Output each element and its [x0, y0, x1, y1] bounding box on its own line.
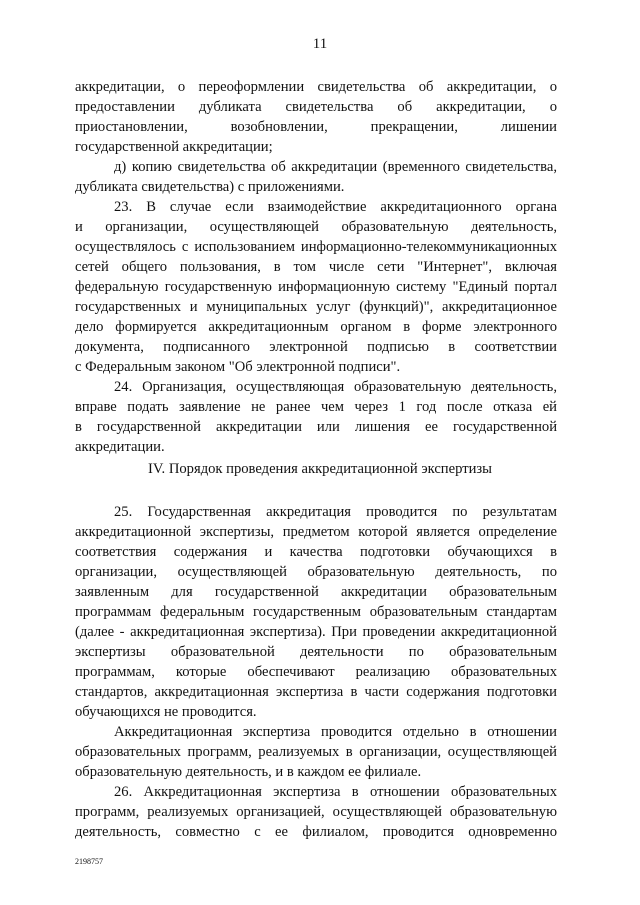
text-line: аккредитации. — [75, 439, 165, 455]
text-line: 24. Организация, осуществляющая образовательную деятельность, — [114, 379, 557, 395]
text-line: документа, подписанного электронной подписью в соответствии — [75, 339, 557, 355]
text-line: экспертизы образовательной деятельности по образовательным — [75, 644, 557, 660]
text-line: государственных и муниципальных услуг (функций)", аккредитационное — [75, 299, 557, 315]
text-line: федеральную государственную информационную систему "Единый портал — [75, 279, 557, 295]
page-number: 11 — [312, 36, 328, 52]
text-line: деятельность, совместно с ее филиалом, проводится одновременно — [75, 824, 557, 840]
text-line: заявленным для государственной аккредитации образовательным — [75, 584, 557, 600]
document-code: 2198757 — [75, 857, 103, 866]
text-line: Аккредитационная экспертиза проводится отдельно в отношении — [114, 724, 557, 740]
text-line: образовательных программ, реализуемых в организации, осуществляющей — [75, 744, 557, 760]
text-line: 26. Аккредитационная экспертиза в отношении образовательных — [114, 784, 557, 800]
text-line: 23. В случае если взаимодействие аккредитационного органа — [114, 199, 557, 215]
text-line: стандартов, аккредитационная экспертиза в части содержания подготовки — [75, 684, 557, 700]
text-line: 25. Государственная аккредитация проводится по результатам — [114, 504, 557, 520]
text-line: программам, которые обеспечивают реализацию образовательных — [75, 664, 557, 680]
text-line: приостановлении, возобновлении, прекращении, лишении — [75, 119, 557, 135]
text-line: программам федеральным государственным образовательным стандартам — [75, 604, 557, 620]
text-line: и организации, осуществляющей образовательную деятельность, — [75, 219, 557, 235]
section-heading: IV. Порядок проведения аккредитационной экспертизы — [148, 461, 492, 477]
text-line: с Федеральным законом "Об электронной подписи". — [75, 359, 401, 375]
text-line: сетей общего пользования, в том числе сети "Интернет", включая — [75, 259, 557, 275]
text-line: образовательную деятельность, и в каждом ее филиале. — [75, 764, 422, 780]
text-line: дубликата свидетельства) с приложениями. — [75, 179, 345, 195]
text-line: государственной аккредитации; — [75, 139, 273, 155]
text-line: д) копию свидетельства об аккредитации (временного свидетельства, — [114, 159, 557, 175]
text-line: предоставлении дубликата свидетельства об аккредитации, о — [75, 99, 557, 115]
text-line: аккредитационной экспертизы, предметом которой является определение — [75, 524, 557, 540]
text-line: в государственной аккредитации или лишения ее государственной — [75, 419, 557, 435]
text-line: программ, реализуемых организацией, осуществляющей образовательную — [75, 804, 557, 820]
text-line: дело формируется аккредитационным органом в форме электронного — [75, 319, 557, 335]
text-line: осуществлялось с использованием информационно-телекоммуникационных — [75, 239, 557, 255]
text-line: (далее - аккредитационная экспертиза). При проведении аккредитационной — [75, 624, 557, 640]
text-line: аккредитации, о переоформлении свидетельства об аккредитации, о — [75, 79, 557, 95]
text-line: организации, осуществляющей образовательную деятельность, по — [75, 564, 557, 580]
text-line: соответствия содержания и качества подготовки обучающихся в — [75, 544, 557, 560]
text-line: обучающихся не проводится. — [75, 704, 257, 720]
text-line: вправе подать заявление не ранее чем через 1 год после отказа ей — [75, 399, 557, 415]
